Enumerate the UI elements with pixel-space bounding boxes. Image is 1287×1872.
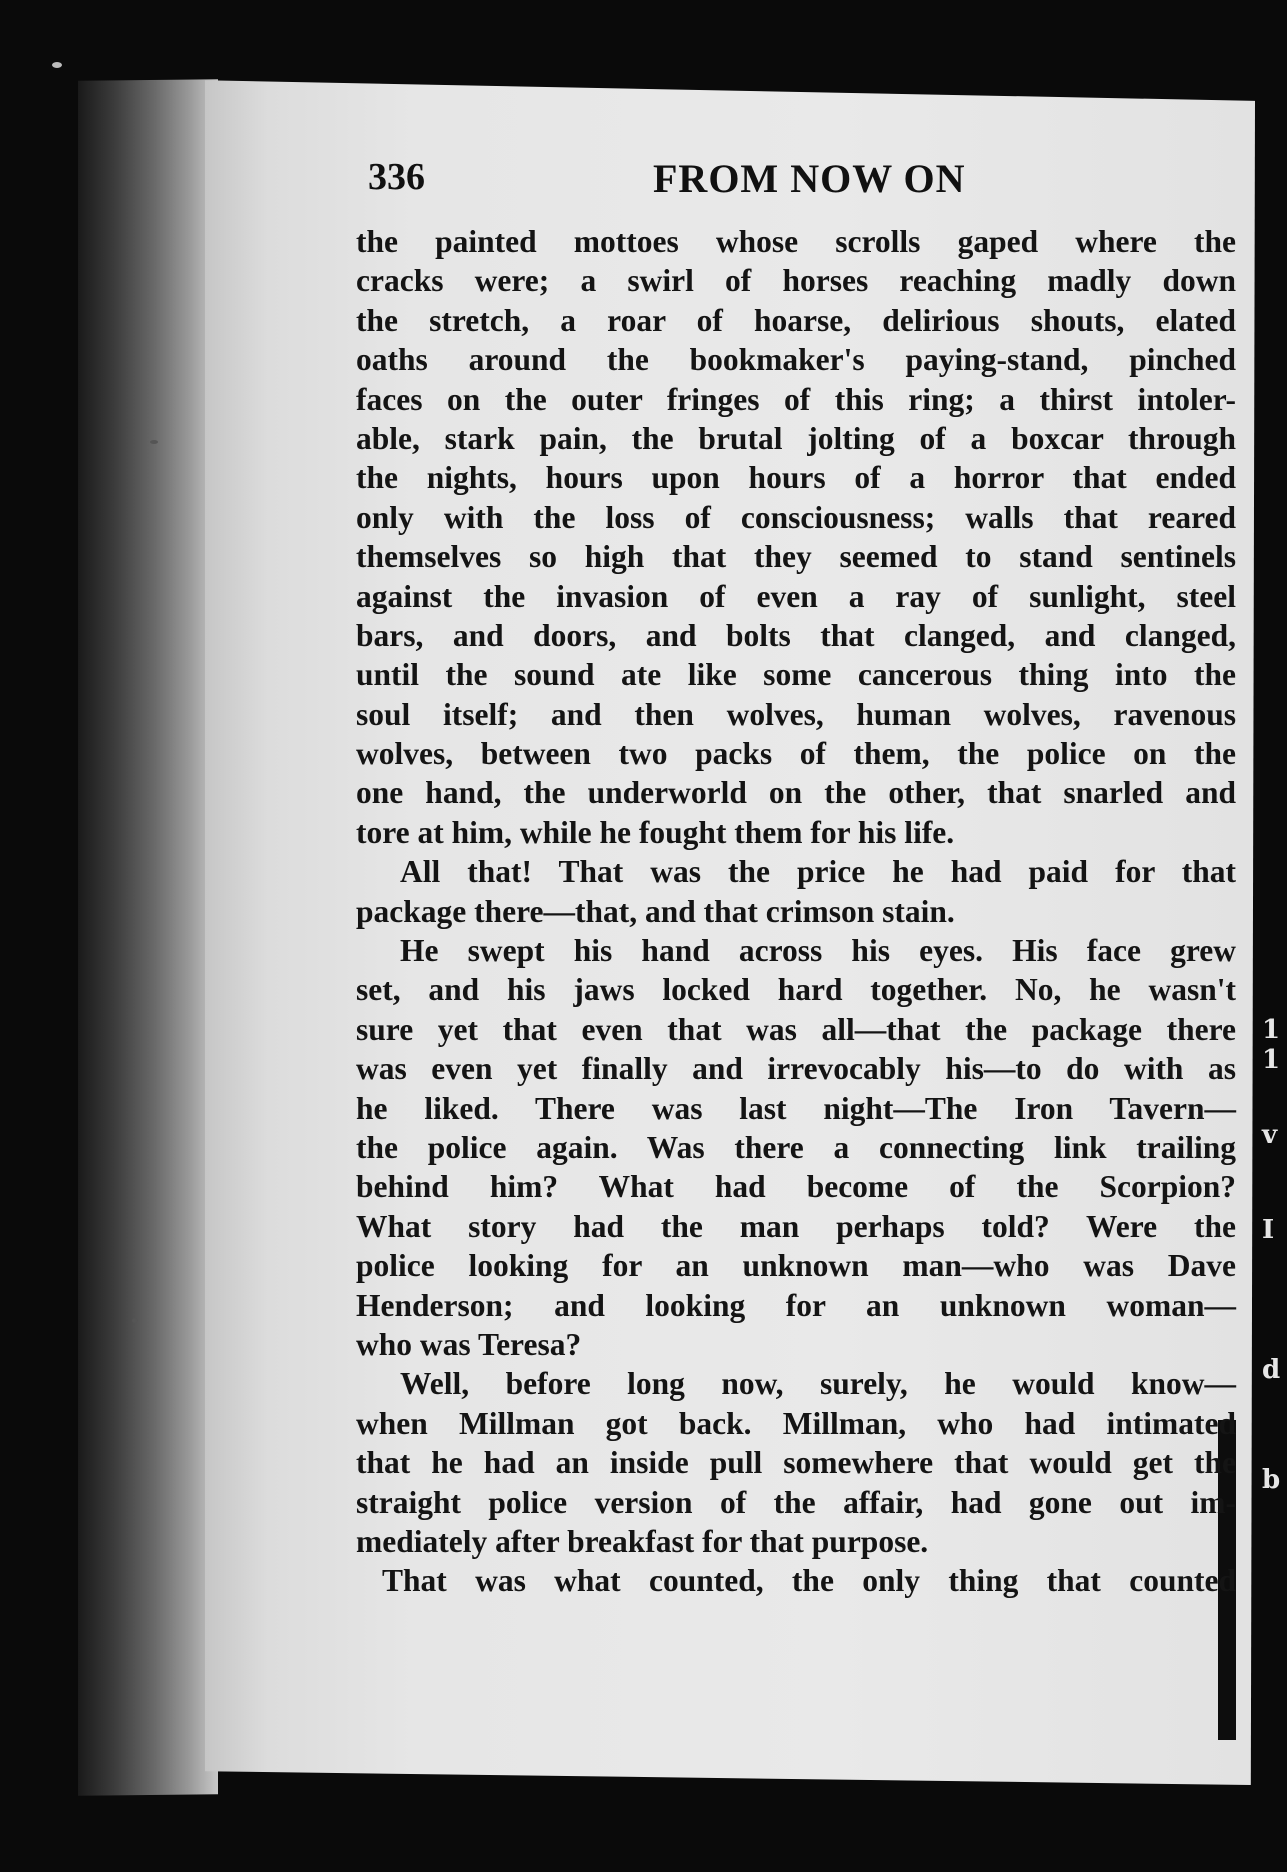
text-line: He swept his hand across his eyes. His face grew [400,933,1236,969]
text-line: All that! That was the price he had paid for that [400,854,1236,890]
neighbor-page-fragment: v [1262,1120,1287,1150]
text-line: bars, and doors, and bolts that clanged, and clanged, [356,617,1236,653]
text-line: the stretch, a roar of hoarse, delirious shouts, elated [356,302,1236,338]
text-line: That was what counted, the only thing that counted [382,1563,1236,1599]
page-header [368,155,1248,205]
text-line: that he had an inside pull somewhere that would get the [356,1445,1236,1481]
text-line: wolves, between two packs of them, the police on the [356,736,1236,772]
text-line: Well, before long now, surely, he would know— [400,1366,1236,1402]
neighbor-page-fragment: I [1262,1215,1287,1245]
text-line: straight police version of the affair, had gone out im- [356,1484,1236,1520]
text-line: What story had the man perhaps told? Were the [356,1208,1236,1244]
text-line: when Millman got back. Millman, who had intimated [356,1405,1236,1441]
text-line: who was Teresa? [356,1326,582,1362]
text-line: only with the loss of consciousness; walls that reared [356,499,1236,535]
neighbor-page-fragment: 1 [1262,1045,1287,1075]
text-line: themselves so high that they seemed to stand sentinels [356,539,1236,575]
text-line: was even yet finally and irrevocably his—to do with as [356,1051,1236,1087]
scan-speck [132,1318,138,1323]
text-line: police looking for an unknown man—who was Dave [356,1248,1236,1284]
text-line: tore at him, while he fought them for his life. [356,814,955,850]
paragraph [356,931,1236,1364]
neighbor-page-fragment: b [1262,1465,1287,1495]
neighbor-page-fragment: d [1262,1355,1287,1385]
text-line: package there—that, and that crimson stain. [356,893,955,929]
text-line: against the invasion of even a ray of sunlight, steel [356,578,1236,614]
running-title: FROM NOW ON [653,156,966,201]
text-line: soul itself; and then wolves, human wolves, ravenous [356,696,1236,732]
paragraph [356,852,1236,931]
body-text [356,222,1236,1601]
page-number: 336 [368,156,425,198]
text-line: the nights, hours upon hours of a horror that ended [356,460,1236,496]
text-line: set, and his jaws locked hard together. No, he wasn't [356,972,1236,1008]
text-line: one hand, the underworld on the other, that snarled and [356,775,1236,811]
text-line: behind him? What had become of the Scorpion? [356,1169,1236,1205]
book-spine-shadow [78,79,218,1795]
paragraph [356,1364,1236,1561]
text-line: until the sound ate like some cancerous thing into the [356,657,1236,693]
text-line: able, stark pain, the brutal jolting of a boxcar through [356,420,1236,456]
paragraph [356,222,1236,852]
scan-speck [150,440,158,444]
text-line: mediately after breakfast for that purpose. [356,1523,929,1559]
scan-speck [52,62,62,68]
text-line: faces on the outer fringes of this ring; a thirst intoler- [356,381,1236,417]
paragraph [356,1561,1236,1600]
text-line: sure yet that even that was all—that the package there [356,1011,1236,1047]
text-line: the police again. Was there a connecting link trailing [356,1129,1236,1165]
text-line: oaths around the bookmaker's paying-stand, pinched [356,342,1236,378]
text-line: he liked. There was last night—The Iron Tavern— [356,1090,1236,1126]
text-line: cracks were; a swirl of horses reaching madly down [356,263,1236,299]
neighbor-page-fragment: 1 [1262,1015,1287,1045]
text-line: the painted mottoes whose scrolls gaped where the [356,224,1236,259]
text-line: Henderson; and looking for an unknown woman— [356,1287,1236,1323]
